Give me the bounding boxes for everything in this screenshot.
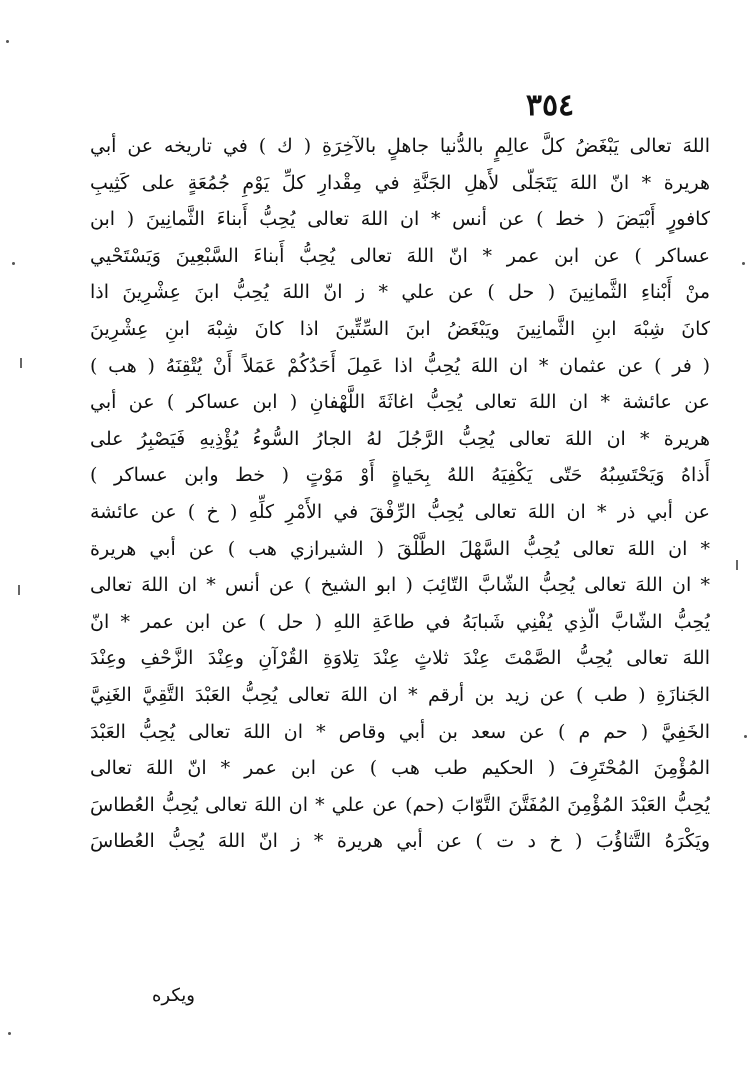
text-line: اللهَ تعالى يُحِبُّ الصَّمْتَ عِنْدَ ثلاثٍ عِنْدَ تِلاوَةِ القُرْآنِ وعِنْدَ الزَّحْفِ وعِنْدَ <box>90 647 710 670</box>
text-line: عن عائشة * ان اللهَ تعالى يُحِبُّ اغاثَةَ اللَّهْفانِ ( ابن عساكر ) عن أبي <box>90 391 710 414</box>
margin-mark <box>736 560 738 570</box>
margin-speck <box>6 40 9 43</box>
text-line: عن أبي ذر * ان اللهَ تعالى يُحِبُّ الرِّفْقَ في الأَمْرِ كلِّهِ ( خ ) عن عائشة <box>90 500 710 523</box>
text-line: هريرة * ان اللهَ تعالى يُحِبُّ الرَّجُلَ لهُ الجارُ السُّوءُ يُؤْذِيهِ فَيَصْبِرُ على <box>90 427 710 450</box>
margin-speck <box>12 262 15 265</box>
text-line: * ان اللهَ تعالى يُحِبُّ الشّابَّ التّائِبَ ( ابو الشيخ ) عن أنس * ان اللهَ تعالى <box>90 574 710 597</box>
text-line: أَذاهُ وَيَحْتَسِبُهُ حَتّى يَكْفِيَهُ اللهُ بِحَياةٍ أَوْ مَوْتٍ ( خط وابن عساكر ) <box>90 464 710 487</box>
text-line: الخَفِيَّ ( حم م ) عن سعد بن أبي وقاص * ان اللهَ تعالى يُحِبُّ العَبْدَ <box>90 720 710 743</box>
text-line: * ان اللهَ تعالى يُحِبُّ السَّهْلَ الطَّلْقَ ( الشيرازي هب ) عن أبي هريرة <box>90 537 710 560</box>
text-line: كانَ شِبْهَ ابنِ الثَّمانِينَ ويَبْغَضُ ابنَ السِّتِّينَ اذا كانَ شِبْهَ ابنِ عِشْرِينَ <box>90 317 710 340</box>
margin-speck <box>742 262 745 265</box>
text-line: كافورٍ أَبْيَضَ ( خط ) عن أنس * ان اللهَ تعالى يُحِبُّ أَبناءَ الثَّمانِينَ ( ابن <box>90 208 710 231</box>
text-line: اللهَ تعالى يَبْغَضُ كلَّ عالِمٍ بالدُّنيا جاهلٍ بالآخِرَةِ ( ك ) في تاريخه عن أبي <box>90 135 710 157</box>
text-line: هريرة * انّ اللهَ يَتَجَلّى لأَهلِ الجَنَّةِ في مِقْدارِ كلِّ يَوْمِ جُمُعَةٍ على كَثِيبِ <box>90 171 710 194</box>
body-text <box>90 128 710 860</box>
text-line: ويَكْرَهُ التَّثاؤُبَ ( خ د ت ) عن أبي هريرة * ز انّ اللهَ يُحِبُّ العُطاسَ <box>90 830 710 853</box>
page-number: ٣٥٤ <box>525 88 575 123</box>
text-line: يُحِبُّ العَبْدَ المُؤْمِنَ المُفَتَّنَ التَّوّابَ (حم) عن علي * ان اللهَ تعالى يُحِبُّ العُطاسَ <box>90 793 710 816</box>
margin-speck <box>8 1032 11 1035</box>
text-line: منْ أَبْناءِ الثَّمانِينَ ( حل ) عن علي * ز انّ اللهَ يُحِبُّ ابنَ عِشْرِينَ اذا <box>90 281 710 304</box>
text-line: عساكر ) عن ابن عمر * انّ اللهَ تعالى يُحِبُّ أَبناءَ السَّبْعِينَ وَيَسْتَحْيي <box>90 244 710 267</box>
text-line: ( فر ) عن عثمان * ان اللهَ يُحِبُّ اذا عَمِلَ أَحَدُكُمْ عَمَلاً أَنْ يُتْقِنَهُ ( هب ) <box>90 354 710 377</box>
text-line: المُؤْمِنَ المُحْتَرِفَ ( الحكيم طب هب ) عن ابن عمر * انّ اللهَ تعالى <box>90 757 710 780</box>
text-line: يُحِبُّ الشّابَّ الّذِي يُفْنِي شَبابَهُ في طاعَةِ اللهِ ( حل ) عن ابن عمر * انّ <box>90 610 710 633</box>
margin-speck <box>744 735 747 738</box>
margin-mark <box>18 585 20 595</box>
catchword: ويكره <box>151 985 195 1006</box>
text-line: الجَنازَةِ ( طب ) عن زيد بن أرقم * ان اللهَ تعالى يُحِبُّ العَبْدَ التَّقِيَّ الغَنِيَّ <box>90 683 710 706</box>
margin-mark <box>20 358 22 368</box>
